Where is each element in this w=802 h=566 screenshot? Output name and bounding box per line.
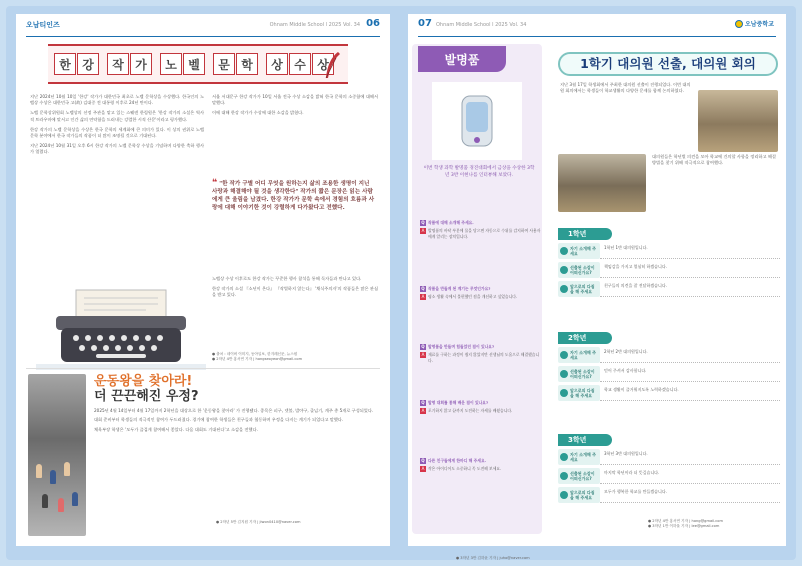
qa-question xyxy=(420,220,542,226)
a-badge: A xyxy=(421,228,425,233)
col1-p1: 지난 2024년 10월 10일 '한강' 작가가 대한민국 최초로 노벨 문학상을 수상했다. 한국인의 노벨상 수상은 대한민국 고(故) 김대중 전 대통령 이후로 24년 만이다. xyxy=(30,94,204,106)
grade-question xyxy=(558,262,600,278)
grade-answer: 2학년 2반 대의원입니다. xyxy=(600,347,780,363)
school-logo-icon xyxy=(735,20,743,28)
pull-quote-text: "한 작가 구별 어디 무엇을 원하는지 삶의 조용한 생명이 지닌 사랑과 해결해야 될 것을 생각한다" 작가의 짧은 문장은 읽는 사람에게 큰 울림을 남겼다. 한강 작가가 문학 속에서 경험의 흐름과 사랑에 대해 이야기한 것이 강렬하게 다가왔다고 전했다. xyxy=(212,181,375,211)
title-char: 벨 xyxy=(183,53,205,75)
a-badge: A xyxy=(421,294,425,299)
grade-question xyxy=(558,347,600,363)
right-header-rule xyxy=(418,36,776,37)
grade-question-text: 자기 소개해 주세요 xyxy=(570,451,596,462)
invention-sidebar xyxy=(412,44,542,560)
qa-answer-text: 포기하지 않고 끝까지 도전하는 자세를 배웠습니다. xyxy=(428,408,513,413)
grade-question-text: 앞으로의 다짐을 해 주세요 xyxy=(570,283,595,294)
student-icon xyxy=(560,491,568,499)
qa-answer-text: 발명품의 바닥 부분에 물을 담으면 자동으로 수위를 감지하여 사용자에게 알리는 장치입니다. xyxy=(428,228,541,239)
qa-question-text: 작품을 만들게 된 계기는 무엇인가요? xyxy=(428,286,491,291)
grade-row xyxy=(558,262,780,278)
grade-title: 2학년 xyxy=(558,332,612,344)
article2-title-line2: 더 끈끈해진 우정? xyxy=(94,389,199,404)
quill-icon xyxy=(322,50,342,80)
grade-question-text: 앞으로의 다짐을 해 주세요 xyxy=(570,489,595,500)
col2-p2: 이에 대해 한강 작가가 수상에 대한 소감을 밝혔다. xyxy=(212,110,304,116)
grade-section xyxy=(558,332,780,401)
left-header xyxy=(26,20,380,34)
right-brand xyxy=(735,19,774,28)
article2-reporter: ● 2학년 5반 김지원 기자 | jiwon0410@naver.com xyxy=(216,520,301,524)
qa-block xyxy=(420,220,542,239)
article1-reporter: ● 2학년 4반 홍서연 기자 | hongseoyeon@gmail.com xyxy=(212,357,303,361)
grade-question xyxy=(558,385,600,401)
article2-p2: 대회 준비부터 학생들의 적극적인 참여가 두드러졌다. 경기에 참여한 학생들은 친구들과 협동하며 우정을 다지는 계기가 되었다고 말했다. xyxy=(94,417,344,423)
pull-quote xyxy=(212,179,376,212)
title-gap xyxy=(206,53,212,75)
title-char: 학 xyxy=(236,53,258,75)
title-char: 작 xyxy=(107,53,129,75)
grade-question-text: 선출된 소감이 어떠신가요? xyxy=(570,264,595,275)
title-gap xyxy=(100,53,106,75)
grade-question xyxy=(558,487,600,503)
col1-p4: 지난 2024년 10월 31일 오후 6시 한강 작가의 노벨 문학상 수상을 기념하며 다양한 축하 행사가 열렸다. xyxy=(30,143,204,155)
article1-source: ● 출처 : 네이버 이미지, 동아일보, 한겨레신문, 뉴스원 xyxy=(212,352,298,356)
a-badge: A xyxy=(421,352,425,357)
qa-answer xyxy=(420,294,542,300)
grade-question-text: 앞으로의 다짐을 해 주세요 xyxy=(570,387,595,398)
title-gap xyxy=(259,53,265,75)
qa-question xyxy=(420,400,542,406)
title-char: 노 xyxy=(160,53,182,75)
grade-question-text: 선출된 소감이 어떠신가요? xyxy=(570,368,595,379)
sidebar-intro: 이번 학생 과학 발명품 경진대회에서 금상을 수상한 3학년 3반 이현나를 인터뷰해 보았다. xyxy=(423,166,535,178)
title-char: 문 xyxy=(213,53,235,75)
article1-credits xyxy=(212,352,302,362)
article1-col2 xyxy=(212,94,378,121)
qa-question xyxy=(420,458,542,464)
qa-answer-text: 평소 생활 속에서 불편했던 점을 개선하고 싶었습니다. xyxy=(428,294,518,299)
grade-row xyxy=(558,366,780,382)
grade-row xyxy=(558,385,780,401)
council-photo-2 xyxy=(558,154,646,212)
a-badge: A xyxy=(421,466,425,471)
qa-answer xyxy=(420,352,542,363)
qa-block xyxy=(420,400,542,414)
col2b-p1: 노벨상 수상 이후로도 한강 작가는 꾸준한 행사 참석을 통해 독자들과 만나고 있다. xyxy=(212,276,362,281)
grade-row xyxy=(558,487,780,503)
grade-answer: 마지막 학년이라 더 뜻깊습니다. xyxy=(600,468,780,484)
title-char: 상 xyxy=(266,53,288,75)
student-icon xyxy=(560,453,568,461)
council-title: 1학기 대의원 선출, 대의원 회의 xyxy=(558,52,778,76)
article2-p3: 체육부장 학생은 '모두가 즐겁게 참여해서 좋았다. 다음 대회도 기대된다'고 소감을 전했다. xyxy=(94,426,258,432)
q-badge: Q xyxy=(421,344,425,349)
title-char: 강 xyxy=(77,53,99,75)
title-chars xyxy=(54,53,334,75)
grade-row xyxy=(558,468,780,484)
grade-question-text: 자기 소개해 주세요 xyxy=(570,349,596,360)
qa-block xyxy=(420,458,542,472)
grade-question-text: 자기 소개해 주세요 xyxy=(570,245,596,256)
grade-section xyxy=(558,434,780,503)
typewriter-illustration xyxy=(36,282,206,372)
qa-question xyxy=(420,344,542,350)
grade-answer: 모두가 행복한 학교를 만들겠습니다. xyxy=(600,487,780,503)
left-issue: Ohnam Middle School l 2025 Vol. 34 xyxy=(269,22,360,28)
article1-col1 xyxy=(30,94,204,160)
qa-question-text: 발명품을 만들며 힘들었던 점이 있나요? xyxy=(428,344,495,349)
title-banner xyxy=(48,44,348,84)
student-icon xyxy=(560,247,568,255)
council-body2: 대의원들은 학년별 의견을 모아 학교에 건의할 사항을 정리하고 해결 방법을 찾기 위해 적극적으로 참여했다. xyxy=(652,154,776,166)
qa-question xyxy=(420,286,542,292)
grade-row xyxy=(558,449,780,465)
grade-answer: 책임감을 가지고 열심히 하겠습니다. xyxy=(600,262,780,278)
student-icon xyxy=(560,370,568,378)
qa-answer xyxy=(420,466,542,472)
student-icon xyxy=(560,351,568,359)
grade-question-text: 선출된 소감이 어떠신가요? xyxy=(570,470,595,481)
qa-block xyxy=(420,344,542,363)
council-credits xyxy=(648,519,723,529)
qa-answer-text: 작은 아이디어도 소중하니 꼭 도전해 보세요. xyxy=(428,466,502,471)
left-page xyxy=(16,14,390,546)
grade-question xyxy=(558,243,600,259)
q-badge: Q xyxy=(421,220,425,225)
qa-answer xyxy=(420,228,542,239)
title-char: 가 xyxy=(130,53,152,75)
article2-title-line1: 운동왕을 찾아라! xyxy=(94,374,193,389)
invention-photo xyxy=(432,82,522,160)
grade-title: 3학년 xyxy=(558,434,612,446)
grade-question xyxy=(558,281,600,297)
qa-question-text: 작품에 대해 소개해 주세요. xyxy=(428,220,474,225)
grade-title: 1학년 xyxy=(558,228,612,240)
right-brand-text: 오남중학교 xyxy=(745,21,774,28)
right-header xyxy=(418,20,776,34)
col1-p3: 한강 작가의 노벨 문학상을 수상은 한국 문학의 세계화에 큰 의미가 있다. 이 상의 권위로 노벨 문학 분야에서 한국 작가들의 작품이 더 많이 조명될 것으로 기대된다. xyxy=(30,126,204,139)
grade-row xyxy=(558,347,780,363)
qa-block xyxy=(420,286,542,300)
right-page-number: 07 xyxy=(418,18,432,29)
grade-answer: 1학년 1반 대의원입니다. xyxy=(600,243,780,259)
col2-p1: 서울 서대문구 한강 작가가 10일 서울 전국 수상 소감을 밝혀 한국 문학의 소중함에 대해서 말했다. xyxy=(212,94,378,106)
qa-question-text: 다른 친구들에게 한마디 해 주세요. xyxy=(428,458,487,463)
a-badge: A xyxy=(421,408,425,413)
grade-question xyxy=(558,468,600,484)
student-icon xyxy=(560,285,568,293)
q-badge: Q xyxy=(421,458,425,463)
grade-answer: 믿어 주셔서 감사합니다. xyxy=(600,366,780,382)
student-icon xyxy=(560,472,568,480)
qa-answer-text: 재료를 구하는 과정이 쉽지 않았지만 선생님의 도움으로 해결했습니다. xyxy=(428,352,540,363)
council-reporter-1: ● 2학년 4반 홍서연 기자 | hong@gmail.com xyxy=(648,519,723,523)
grade-answer: 학교 생활이 즐거워지도록 노력하겠습니다. xyxy=(600,385,780,401)
title-char: 한 xyxy=(54,53,76,75)
sports-photo xyxy=(28,374,86,536)
qa-answer xyxy=(420,408,542,414)
title-gap xyxy=(153,53,159,75)
q-badge: Q xyxy=(421,286,425,291)
grade-answer: 친구들의 의견을 잘 전달하겠습니다. xyxy=(600,281,780,297)
sidebar-reporter: ● 3학년 3반 김하윤 기자 | juho@naver.com xyxy=(456,556,530,560)
col1-p2: 노벨 문학상위원회 노벨상의 선정 주관을 맡고 있는 스웨덴 한림원은 '한강 작가의 소설은 역사적 트라우마에 맞서고 인간 삶의 연약함을 드러내는 강렬한 시적 산문'이라고 평가했다. xyxy=(30,110,204,122)
col2b-p2: 한강 작가의 소설 『소년이 온다』 『작별하지 않는다』 '채식주의자'의 작품들은 많은 관심을 받고 있다. xyxy=(212,286,378,298)
left-header-rule xyxy=(26,36,380,37)
article1-col2b xyxy=(212,276,378,303)
q-badge: Q xyxy=(421,400,425,405)
council-photo-1 xyxy=(698,90,778,152)
grade-question xyxy=(558,366,600,382)
student-icon xyxy=(560,389,568,397)
quote-mark-icon: ❝ xyxy=(212,178,218,188)
left-page-number: 06 xyxy=(366,18,380,29)
right-page xyxy=(408,14,786,560)
grade-section xyxy=(558,228,780,297)
title-char: 수 xyxy=(289,53,311,75)
section-divider xyxy=(26,368,380,369)
sidebar-title: 발명품 xyxy=(418,46,506,72)
article2-p1: 2025년 4월 14일부터 4월 17일까지 2학년을 대상으로 한 '운동왕을 찾아라' 가 진행됐다. 종목은 피구, 넷볼, 발야구, 줄넘기, 계주 총 5개로 구성되었다. xyxy=(94,408,374,413)
title-char: 상 xyxy=(312,53,334,75)
council-body1: 지난 3월 17일 학생회에서 주최한 대의원 선출이 진행되었다. 이번 대의원 회의에서는 학생들이 학교생활의 다양한 문제를 함께 논의하였다. xyxy=(560,82,691,94)
grade-answer: 3학년 3반 대의원입니다. xyxy=(600,449,780,465)
grade-row xyxy=(558,281,780,297)
student-icon xyxy=(560,266,568,274)
council-reporter-2: ● 3학년 1반 이하율 기자 | lee@gmail.com xyxy=(648,524,720,528)
grade-question xyxy=(558,449,600,465)
qa-question-text: 발명 대회를 통해 배운 점이 있나요? xyxy=(428,400,489,405)
grade-row xyxy=(558,243,780,259)
article2-title xyxy=(94,374,199,404)
article2-body xyxy=(94,408,378,436)
left-brand: 오남티인즈 xyxy=(26,21,60,29)
right-issue: Ohnam Middle School l 2025 Vol. 34 xyxy=(436,22,527,28)
